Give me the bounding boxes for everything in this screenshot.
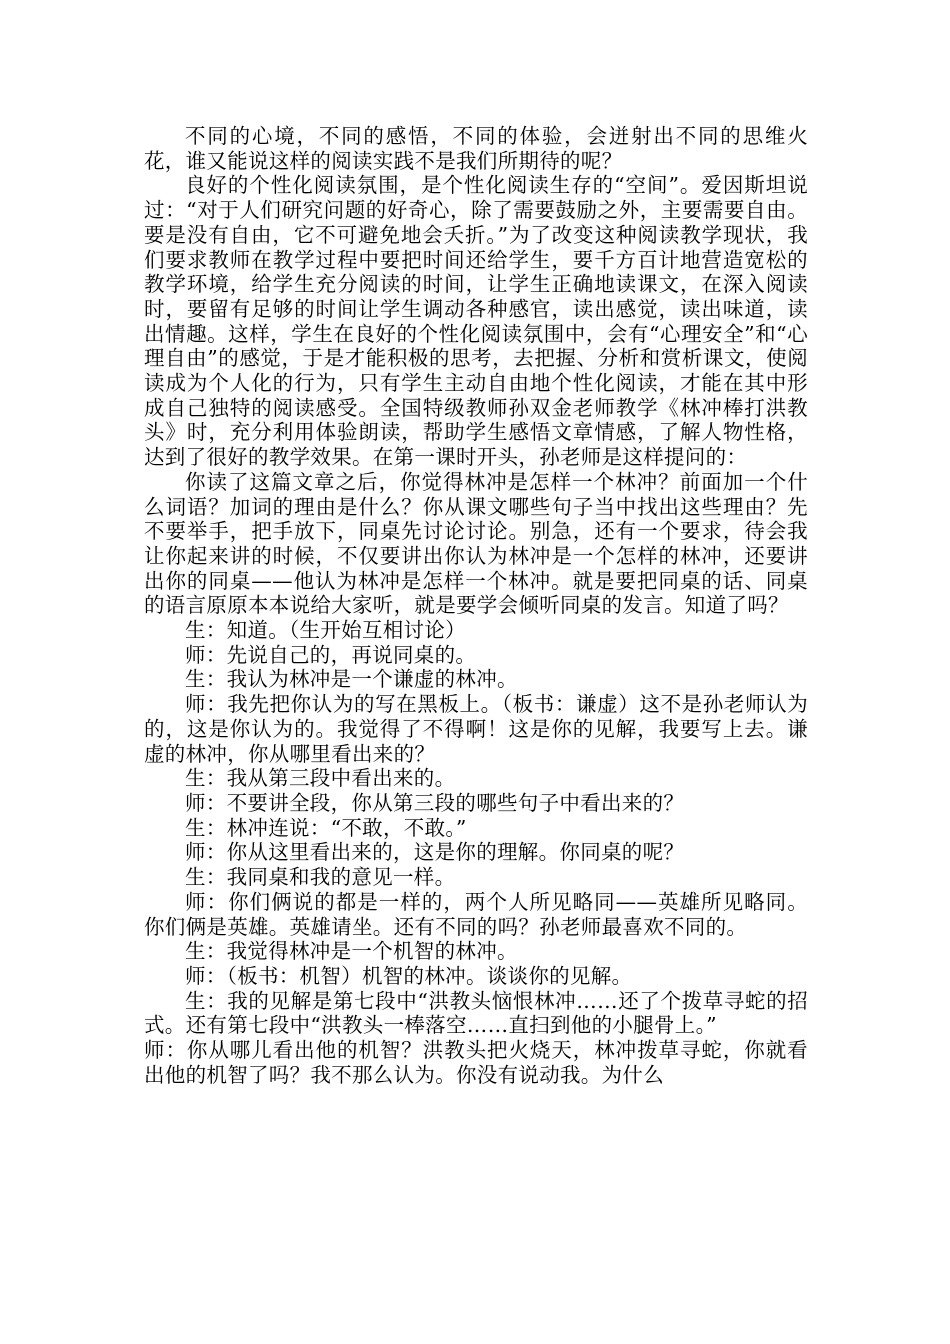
- dialogue-line: 生：我同桌和我的意见一样。: [185, 865, 456, 890]
- document-body: [144, 124, 808, 1087]
- dialogue-line: 师：不要讲全段，你从第三段的哪些句子中看出来的？: [185, 790, 685, 815]
- paragraph: 不同的心境，不同的感悟，不同的体验，会迸射出不同的思维火花，谁又能说这样的阅读实践不是我们所期待的呢？: [144, 124, 808, 173]
- dialogue-line: 师：先说自己的，再说同桌的。: [185, 642, 477, 667]
- paragraph: 良好的个性化阅读氛围，是个性化阅读生存的“空间”。爱因斯坦说过：“对于人们研究问题的好奇心，除了需要鼓励之外，主要需要自由。要是没有自由，它不可避免地会夭折。”为了改变这种阅读教学现状，我们要求教师在教学过程中要把时间还给学生，要千方百计地营造宽松的教学环境，给学生充分阅读的时间，让学生正确地读课文，在深入阅读时，要留有足够的时间让学生调动各种感官，读出感觉，读出味道，读出情趣。这样，学生在良好的个性化阅读氛围中，会有“心理安全”和“心理自由”的感觉，于是才能积极的思考，去把握、分析和赏析课文，使阅读成为个人化的行为，只有学生主动自由地个性化阅读，才能在其中形成自己独特的阅读感受。全国特级教师孙双金老师教学《林冲棒打洪教头》时，充分利用体验朗读，帮助学生感悟文章情感，了解人物性格，达到了很好的教学效果。在第一课时开头，孙老师是这样提问的：: [144, 173, 808, 470]
- dialogue-line: 生：我觉得林冲是一个机智的林冲。: [185, 939, 518, 964]
- dialogue-line: 生：林冲连说：“不敢，不敢。”: [185, 815, 467, 840]
- dialogue-line: 师：你们俩说的都是一样的，两个人所见略同——英雄所见略同。你们俩是英雄。英雄请坐。还有不同的吗？孙老师最喜欢不同的。: [144, 889, 808, 939]
- dialogue-line: 生：我从第三段中看出来的。: [185, 766, 456, 791]
- paragraph: 你读了这篇文章之后，你觉得林冲是怎样一个林冲？前面加一个什么词语？加词的理由是什么？你从课文哪些句子当中找出这些理由？先不要举手，把手放下，同桌先讨论讨论。别急，还有一个要求，待会我让你起来讲的时候，不仅要讲出你认为林冲是一个怎样的林冲，还要讲出你的同桌——他认为林冲是怎样一个林冲。就是要把同桌的话、同桌的语言原原本本说给大家听，就是要学会倾听同桌的发言。知道了吗？: [144, 469, 808, 618]
- dialogue-line: 师：（板书：机智）机智的林冲。谈谈你的见解。: [185, 963, 633, 988]
- dialogue-line: 师：我先把你认为的写在黑板上。（板书：谦虚）这不是孙老师认为的，这是你认为的。我觉得了不得啊！这是你的见解，我要写上去。谦虚的林冲，你从哪里看出来的？: [144, 692, 808, 766]
- dialogue-line: 师：你从哪儿看出他的机智？洪教头把火烧天，林冲拨草寻蛇，你就看出他的机智了吗？我不那么认为。你没有说动我。为什么: [144, 1038, 808, 1087]
- dialogue-line: 生：我的见解是第七段中“洪教头恼恨林冲……还了个拨草寻蛇的招式。还有第七段中“洪教头一棒落空……直扫到他的小腿骨上。”: [144, 988, 808, 1038]
- dialogue-line: 生：我认为林冲是一个谦虚的林冲。: [185, 667, 518, 692]
- dialogue-line: 生：知道。（生开始互相讨论）: [185, 618, 466, 643]
- dialogue-line: 师：你从这里看出来的，这是你的理解。你同桌的呢？: [185, 840, 685, 865]
